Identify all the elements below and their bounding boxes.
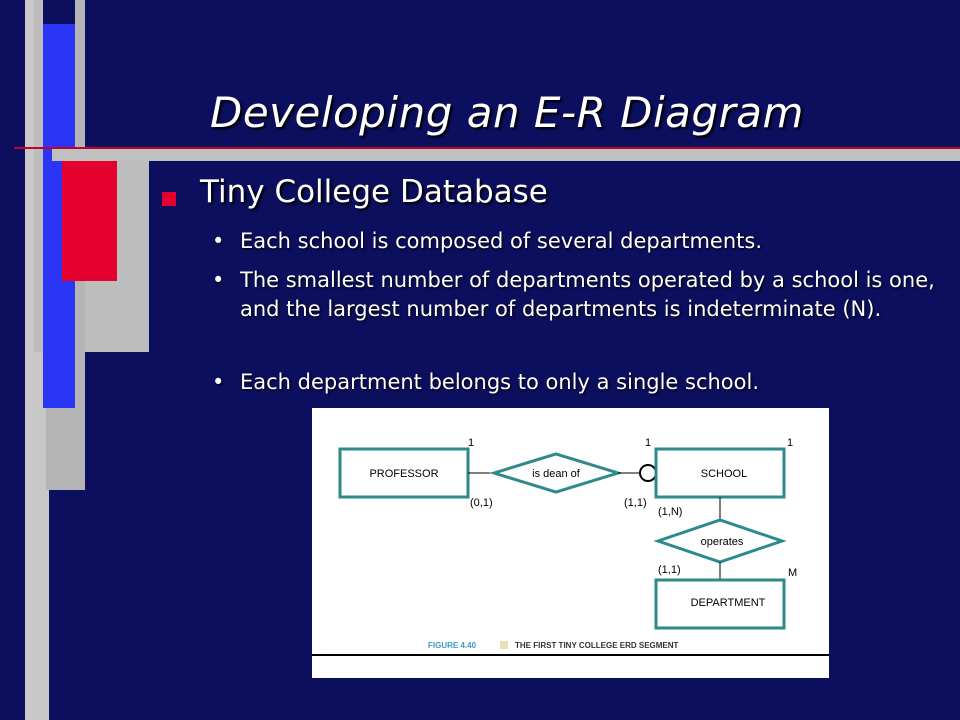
bullet-dot-icon: • [212,370,225,394]
professor-label: PROFESSOR [369,468,439,480]
deco-bar-navy-small [43,0,75,24]
operates-label: operates [700,536,744,548]
caption-square-icon [500,641,508,649]
erd-diagram [312,408,829,653]
school-cardinality: 1 [787,437,794,449]
sub-bullet-text: The smallest number of departments operated by a school is one, and the largest number of departments is indeterminate (N). [240,268,935,321]
sub-bullet-text: Each school is composed of several departments. [240,229,763,253]
department-cardinality: M [788,567,798,579]
optional-circle-icon [640,465,656,481]
school-operates-connectivity: (1,N) [658,506,683,518]
caption-number: FIGURE 4.40 [428,641,477,650]
bullet-heading: Tiny College Database [200,174,548,210]
square-bullet-icon [162,192,176,206]
prof-cardinality: 1 [468,437,475,449]
slide-title: Developing an E-R Diagram [210,88,804,137]
dean-school-cardinality: 1 [645,437,652,449]
title-rule-grey [52,149,960,161]
department-label: DEPARTMENT [690,597,766,609]
sub-bullet-text: Each department belongs to only a single school. [240,370,760,394]
deco-bar-red [62,161,117,281]
school-label: SCHOOL [700,468,748,480]
bullet-dot-icon: • [212,268,225,292]
bullet-dot-icon: • [212,229,225,253]
caption-text: THE FIRST TINY COLLEGE ERD SEGMENT [515,641,679,650]
school-optionality: (1,1) [624,497,647,509]
sub-bullet-1 [212,227,932,256]
erd-figure [312,408,829,678]
sub-bullet-3 [212,368,932,397]
deco-bar-navy [75,0,149,148]
caption-rule [312,654,829,656]
dept-operates-connectivity: (1,1) [658,564,681,576]
prof-optionality: (0,1) [470,497,493,509]
sub-bullet-2 [212,266,936,324]
is-dean-of-label: is dean of [532,468,580,480]
